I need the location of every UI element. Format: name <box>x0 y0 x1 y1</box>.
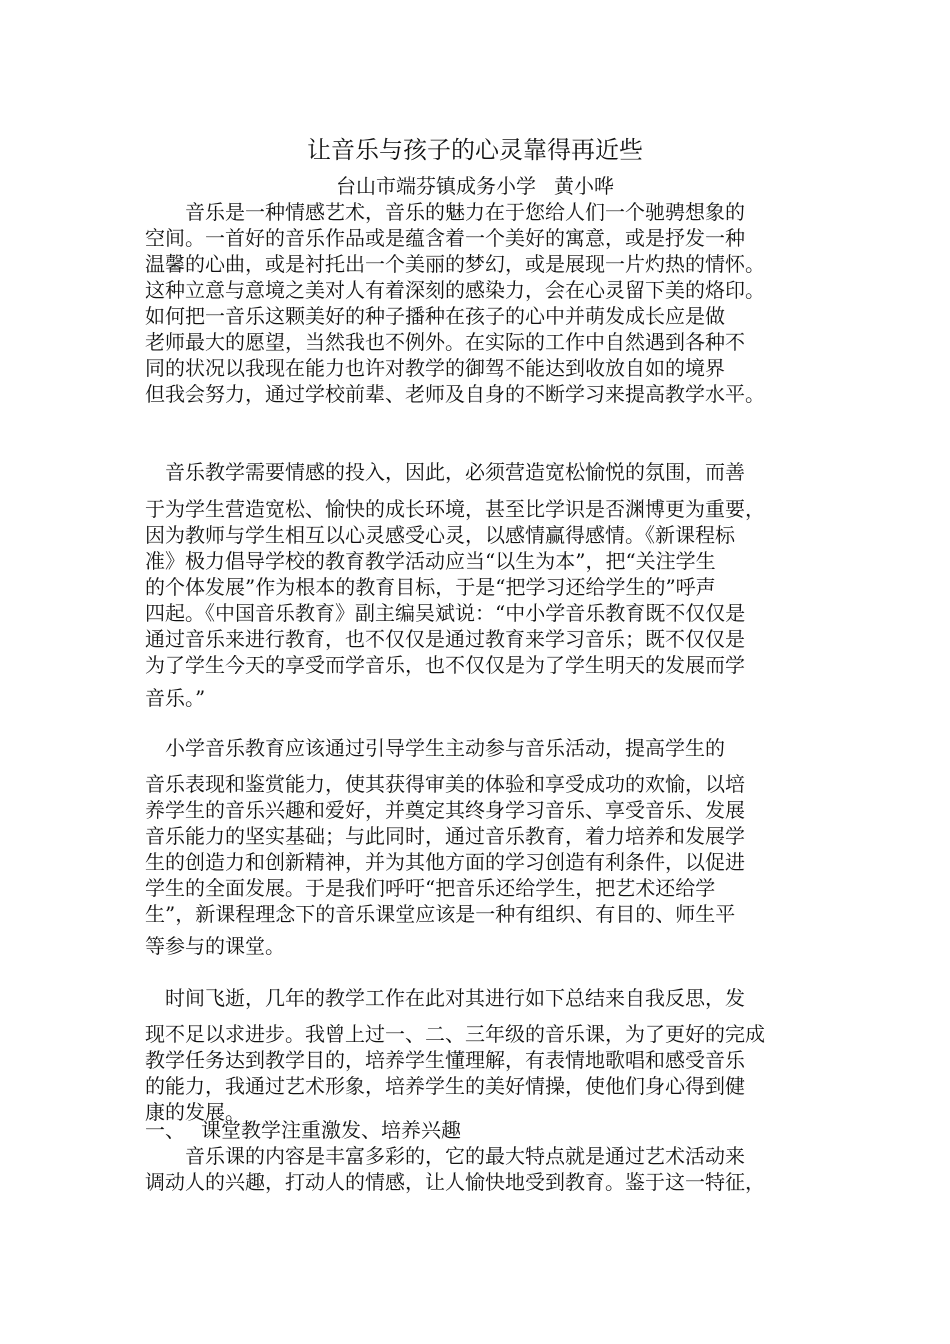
section-heading-number: 一、 <box>145 1118 185 1142</box>
paragraph-line: 调动人的兴趣，打动人的情感，让人愉快地受到教育。鉴于这一特征， <box>145 1170 765 1194</box>
paragraph-line: 音乐教学需要情感的投入，因此，必须营造宽松愉悦的氛围，而善 <box>145 460 745 484</box>
paragraph-line: 的能力，我通过艺术形象，培养学生的美好情操，使他们身心得到健 <box>145 1074 745 1098</box>
paragraph-line: 于为学生营造宽松、愉快的成长环境，甚至比学识是否渊博更为重要， <box>145 497 765 521</box>
paragraph-line: 生”，新课程理念下的音乐课堂应该是一种有组织、有目的、师生平 <box>145 902 736 926</box>
paragraph-line: 小学音乐教育应该通过引导学生主动参与音乐活动，提高学生的 <box>145 736 725 760</box>
paragraph-primary <box>145 771 825 927</box>
paragraph-line: 音乐表现和鉴赏能力，使其获得审美的体验和享受成功的欢愉，以培 <box>145 772 745 796</box>
paragraph-line: 温馨的心曲，或是衬托出一个美丽的梦幻，或是展现一片灼热的情怀。 <box>145 252 765 276</box>
paragraph-interest <box>145 1143 825 1195</box>
paragraph-primary-first <box>145 735 825 761</box>
section-heading <box>145 1117 825 1143</box>
paragraph-line: 准》极力倡导学校的教育教学活动应当“以生为本”，把“关注学生 <box>145 549 716 573</box>
paragraph-line: 音乐课的内容是丰富多彩的，它的最大特点就是通过艺术活动来 <box>145 1144 745 1168</box>
paragraph-reflection-first <box>145 985 825 1011</box>
paragraph-line: 四起。《中国音乐教育》副主编吴斌说：“中小学音乐教育既不仅仅是 <box>145 601 746 625</box>
paragraph-line: 的个体发展”作为根本的教育目标，于是“把学习还给学生的”呼声 <box>145 575 716 599</box>
paragraph-line: 等参与的课堂。 <box>145 934 285 958</box>
author-name: 黄小哗 <box>554 174 614 198</box>
paragraph-line: 学生的全面发展。于是我们呼吁“把音乐还给学生，把艺术还给学 <box>145 876 716 900</box>
paragraph-line: 空间。一首好的音乐作品或是蕴含着一个美好的寓意，或是抒发一种 <box>145 226 745 250</box>
paragraph-line: 因为教师与学生相互以心灵感受心灵，以感情赢得感情。《新课程标 <box>145 523 735 547</box>
paragraph-line: 音乐能力的坚实基础；与此同时，通过音乐教育，着力培养和发展学 <box>145 824 745 848</box>
document-title: 让音乐与孩子的心灵靠得再近些 <box>307 136 643 164</box>
paragraph-line: 生的创造力和创新精神，并为其他方面的学习创造有利条件，以促进 <box>145 850 745 874</box>
paragraph-primary-last <box>145 933 825 959</box>
paragraph-emotion <box>145 496 825 678</box>
paragraph-line: 为了学生今天的享受而学音乐，也不仅仅是为了学生明天的发展而学 <box>145 653 745 677</box>
paragraph-line: 音乐。” <box>145 686 206 710</box>
paragraph-line: 但我会努力，通过学校前辈、老师及自身的不断学习来提高教学水平。 <box>145 382 765 406</box>
paragraph-line: 同的状况以我现在能力也许对教学的御驾不能达到收放自如的境界 <box>145 356 725 380</box>
paragraph-line: 时间飞逝，几年的教学工作在此对其进行如下总结来自我反思，发 <box>145 986 745 1010</box>
paragraph-line: 如何把一音乐这颗美好的种子播种在孩子的心中并萌发成长应是做 <box>145 304 725 328</box>
author-school: 台山市端芬镇成务小学 <box>336 174 536 198</box>
paragraph-line: 现不足以求进步。我曾上过一、二、三年级的音乐课，为了更好的完成 <box>145 1022 765 1046</box>
section-heading-line <box>145 1117 825 1143</box>
paragraph-line: 音乐是一种情感艺术，音乐的魅力在于您给人们一个驰骋想象的 <box>145 200 745 224</box>
paragraph-reflection <box>145 1021 825 1125</box>
paragraph-line: 养学生的音乐兴趣和爱好，并奠定其终身学习音乐、享受音乐、发展 <box>145 798 745 822</box>
paragraph-intro <box>145 199 825 407</box>
paragraph-emotion-first <box>145 459 825 485</box>
paragraph-line: 康的发展。 <box>145 1100 245 1124</box>
section-heading-text: 课堂教学注重激发、培养兴趣 <box>201 1118 461 1142</box>
paragraph-line: 通过音乐来进行教育，也不仅仅是通过教育来学习音乐；既不仅仅是 <box>145 627 745 651</box>
paragraph-emotion-last <box>145 685 825 711</box>
paragraph-line: 这种立意与意境之美对人有着深刻的感染力，会在心灵留下美的烙印。 <box>145 278 765 302</box>
paragraph-line: 老师最大的愿望，当然我也不例外。在实际的工作中自然遇到各种不 <box>145 330 745 354</box>
paragraph-line: 教学任务达到教学目的，培养学生懂理解，有表情地歌唱和感受音乐 <box>145 1048 745 1072</box>
author-line <box>0 173 950 199</box>
